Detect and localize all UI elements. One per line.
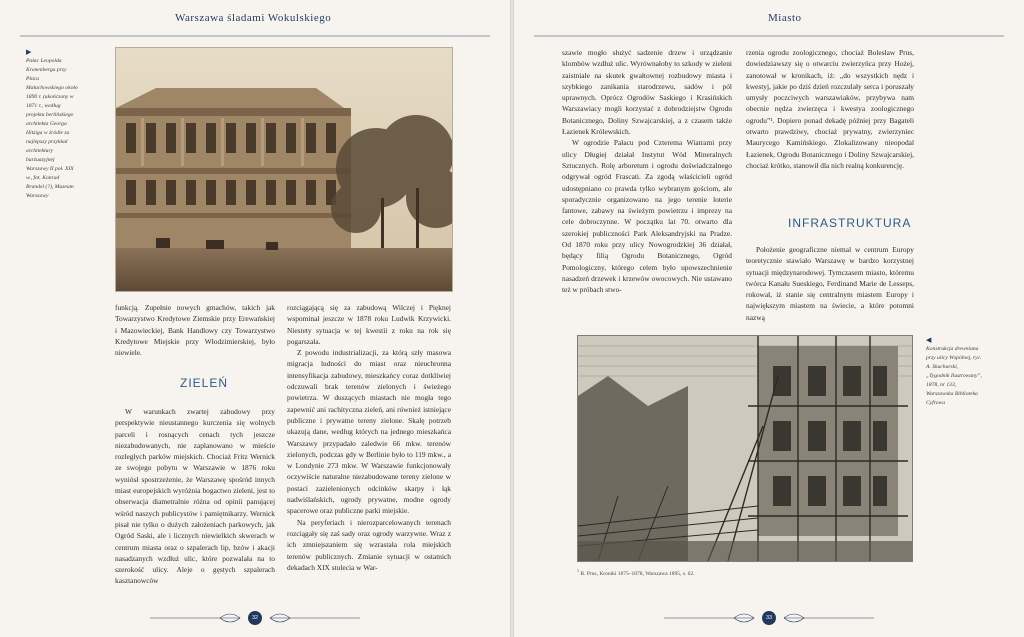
colA-paragraph-2: W ogrodzie Pałacu pod Czterema Wiatrami przy ulicy Długiej działał Instytut Wód Mineralnych Sztucznych. Rolę arboretum i ogrodu doświadczalnego odgrywał ogród Frascati. Za zgodą właścicieli ogród udostępniano co prawda tylko wybranym gościom, ale sporadycznie organizowano na jego terenie loterie fantowe, zabawy na świeżym powietrzu i imprezy na cele dobroczynne. W początku lat 70. otwarto dla szerokiej publiczności Park Aleksandryjski na Pradze. Od 1870 roku przy ulicy Nowogrodzkiej 36 działał, będący filią Ogrodu Botanicznego, Ogród Pomologiczny, którego celem było upowszechnienie nasadzeń drzewek i krzewów owocowych. Nie ustawano też w próbach stwo- [562, 138, 732, 295]
left-column-2 [287, 302, 451, 573]
header-ornament-line [20, 33, 490, 39]
greenery-paragraph: W warunkach zwartej zabudowy przy perspektywie nieustannego kurczenia się wolnych parceli i rosnących cenach tych jeszcze niezabudowanych, nie zaplanowano w mieście rozległych parków miejskich. Chociaż Fritz Wernick ze swojego pobytu w Warszawie w 1876 roku wyniósł spostrzeżenie, że Warszawę spośród innych miast europejskich wyróżnia bogactwo zieleni, jest to obserwacja diametralnie różna od opinii panującej wśród naszych publicystów i pamiętnikarzy. Wernick pisał nie tylko o dużych założeniach parkowych, jak Ogród Saski, ale i licznych niewielkich skwerach w centrum miasta oraz o szpalerach lip, bzów i akacji nasadzanych wzdłuż ulic, które pozwalała na to szerokość ulicy. Aleje o gęstych szpalerach kasztanowców [115, 407, 275, 586]
section-heading-infrastruktura: INFRASTRUKTURA [788, 216, 912, 230]
footnote-number: 1 [577, 568, 579, 573]
palace-photo [115, 47, 453, 292]
colB-paragraph-2: Położenie geograficzne niemal w centrum Europy teoretycznie stawiało Warszawę w bardzo korzystnej sytuacji międzynarodowej. Tymczasem miasto, któremu twórca Kanału Sueskiego, Ferdinand Marie de Lesseps, rokował, iż stanie się centralnym miastem Europy i największym miastem na świecie, a które potomni nazwą [746, 245, 914, 322]
left-column-1b [115, 406, 275, 587]
right-column-b2 [746, 244, 914, 323]
colB-paragraph-1: rzenia ogrodu zoologicznego, chociaż Bolesław Prus, dowiedziawszy się o otwarciu zwierzyńca przy Hożej, zanotował w kronikach, iż: „do wszystkich nędz i kwestyj, jakie po dziś dzień rozczulały serca i poruszały umysły poczciwych warszawiaków, przybywa nam obecnie nędza zwierzęca i kwestya zoologicznego ogrodu”¹. Dopiero ponad dekadę później przy Bagateli otwarto prawdziwy, chociaż prywatny, zwierzyniec Maurycego Kamińskiego. Zlokalizowany nieopodal Łazienek, Ogrodu Botanicznego i Doliny Szwajcarskiej, chociaż krótko, stanowił dla nich realną konkurencję. [746, 48, 914, 170]
right-running-head: Miasto [768, 12, 802, 24]
intro-paragraph: funkcją. Zupełnie nowych gmachów, takich jak Towarzystwo Kredytowe Ziemskie przy Erewańskiej i Mazowieckiej, Bank Handlowy czy Towarzystwo Kredytowe Miejskie przy Włodzimierskiej, było niewiele. [115, 303, 275, 358]
engraving-caption: ◀ Konstrukcja drewniana przy ulicy Wspólnej, ryc. A. Skucharski, „Tygodnik Ilustrowany”, 1878, nr 133, Warszawska Biblioteka Cyfrowa [926, 336, 982, 406]
left-page [0, 0, 510, 637]
colA-paragraph-1: szawie mogło służyć sadzenie drzew i urządzanie klombów wzdłuż ulic. Wyrównałoby to szkody w zieleni zaistniałe na skutek gwałtownej rozbudowy miasta i szybkiego zanikania starodrzewu, sadów i pól uprawnych. Oprócz Ogrodów Saskiego i Krasińskich Warszawiacy mogli korzystać z dobrodziejstw Ogrodu Botanicznego, Doliny Szwajcarskiej, a z czasem także Łazienek Królewskich. [562, 48, 732, 137]
left-running-head: Warszawa śladami Wokulskiego [175, 12, 332, 24]
palace-photo-image [116, 48, 452, 291]
col2-paragraph-2: Z powodu industrializacji, za którą szły masowa migracja ludności do miast oraz nieuchronna intensyfikacja zabudowy, mieszkańcy coraz dotkliwiej odczuwali brak terenów zielonych i świeżego powietrza. W duszących miastach nie mogła tego zapewnić ani rachityczna zieleń, ani również istniejące publiczne i prywatne tereny zielone. Skalę potrzeb ukazują dane, według których na jednego mieszkańca Warszawy przypadało zaledwie 66 mkw. terenów zielonych, podczas gdy w Berlinie było to 119 mkw., a w Londynie 273 mkw. W Warszawie funkcjonowały oczywiście naturalne niezabudowane tereny zielone w postaci zazielenionych odcinków skarpy i łąk nadwiślańskich, ogrody prywatne, modne ogrody spacerowe oraz publiczne parki miejskie. [287, 348, 451, 516]
col2-paragraph-1: rozciągającą się za zabudową Wilczej i Pięknej wspominał jeszcze w 1878 roku Ludwik Krzywicki. Niestety sytuacja w tej kwestii z roku na rok się pogarszała. [287, 303, 451, 346]
right-column-b [746, 47, 914, 171]
footnote-text: B. Prus, Kroniki 1875–1878, Warszawa 1895, s. 62. [580, 570, 695, 577]
scaffold-engraving-image [578, 336, 912, 561]
footnote [577, 568, 695, 577]
header-ornament-line-right [534, 33, 1004, 39]
left-column-1 [115, 302, 275, 358]
right-page-number: 33 [762, 611, 776, 625]
col2-paragraph-3: Na peryferiach i nierozparcelowanych terenach rozciągały się zaś sady oraz ogrody warzywne. Wraz z ich zmniejszaniem się wzrastała rola miejskich terenów publicznych. Zmianie sytuacji w ostatnich dekadach XIX stulecia w War- [287, 517, 451, 572]
right-page [514, 0, 1024, 637]
left-page-number: 32 [248, 611, 262, 625]
right-column-a [562, 47, 732, 296]
section-heading-zielen: ZIELEŃ [180, 376, 229, 390]
scaffold-engraving [577, 335, 913, 562]
photo-caption: ▶ Pałac Leopolda Kronenberga przy Placu Małachowskiego około 1890 r. (ukończony w 1871 r., według projektu berlińskiego architekta Georga Hitziga w źródle za najlepszy przykład architektury burżuazyjnej Warszawy II poł. XIX w., fot. Konrad Brandel (?), Muzeum Warszawy [26, 48, 78, 199]
triangle-right-icon: ▶ [26, 48, 32, 56]
triangle-left-icon: ◀ [926, 336, 932, 344]
